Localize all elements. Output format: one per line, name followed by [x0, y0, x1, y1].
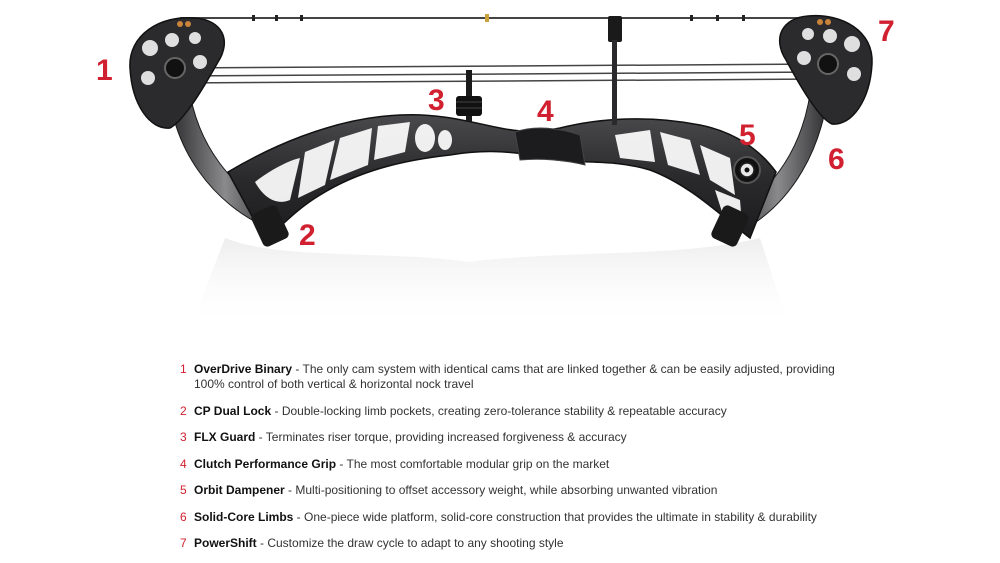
feature-list — [180, 362, 840, 563]
feature-item: 2 CP Dual Lock - Double-locking limb pockets, creating zero-tolerance stability & repeatable accuracy — [180, 403, 727, 418]
feature-description: Customize the draw cycle to adapt to any shooting style — [267, 536, 564, 550]
feature-number: 1 — [180, 362, 187, 376]
left-cam — [130, 18, 224, 128]
bow-strings — [175, 18, 830, 83]
feature-name: PowerShift — [194, 536, 257, 550]
feature-number: 5 — [180, 483, 187, 497]
feature-number: 4 — [180, 456, 187, 471]
feature-number: 6 — [180, 509, 187, 524]
feature-item: 3 FLX Guard - Terminates riser torque, providing increased forgiveness & accuracy — [180, 430, 627, 444]
feature-description: The only cam system with identical cams that are linked together & can be easily adjusted, providing 100% control of both vertical & horizontal nock travel — [194, 362, 835, 391]
feature-number: 2 — [180, 403, 187, 418]
callout-2: 2 — [299, 219, 316, 252]
grip — [515, 128, 585, 165]
arrow-rest-rod — [608, 16, 622, 125]
feature-item: 1 OverDrive Binary - The only cam system with identical cams that are linked together & can be easily adjusted, providing 100% control of both vertical & horizontal nock travel — [180, 362, 835, 391]
feature-description: The most comfortable modular grip on the market — [346, 456, 610, 471]
feature-name: OverDrive Binary — [194, 362, 293, 376]
feature-item: 4 Clutch Performance Grip - The most comfortable modular grip on the market — [180, 456, 610, 471]
right-cam — [780, 16, 872, 124]
feature-item: 7 PowerShift - Customize the draw cycle to adapt to any shooting style — [180, 536, 564, 550]
feature-item: 6 Solid-Core Limbs - One-piece wide platform, solid-core construction that provides the ultimate in stability & durability — [180, 509, 817, 524]
callout-3: 3 — [428, 84, 445, 117]
callout-5: 5 — [739, 119, 756, 152]
floor-reflection — [190, 238, 790, 330]
feature-name: FLX Guard — [194, 430, 256, 444]
callout-4: 4 — [537, 95, 554, 128]
feature-description: One-piece wide platform, solid-core construction that provides the ultimate in stability & durability — [304, 509, 817, 524]
feature-name: Orbit Dampener — [194, 483, 285, 497]
callout-1: 1 — [96, 54, 113, 87]
feature-description: Terminates riser torque, providing increased forgiveness & accuracy — [265, 430, 627, 444]
feature-item: 5 Orbit Dampener - Multi-positioning to offset accessory weight, while absorbing unwanted vibration — [180, 483, 718, 497]
feature-description: Double-locking limb pockets, creating zero-tolerance stability & repeatable accuracy — [281, 403, 727, 418]
feature-name: CP Dual Lock — [194, 403, 272, 418]
feature-name: Solid-Core Limbs — [194, 509, 294, 524]
feature-name: Clutch Performance Grip — [194, 456, 337, 471]
feature-description: Multi-positioning to offset accessory weight, while absorbing unwanted vibration — [295, 483, 718, 497]
orbit-dampener — [734, 157, 760, 183]
feature-number: 7 — [180, 536, 187, 550]
callout-6: 6 — [828, 143, 845, 176]
callout-7: 7 — [878, 15, 895, 48]
flx-guard — [456, 70, 482, 122]
feature-number: 3 — [180, 430, 187, 444]
